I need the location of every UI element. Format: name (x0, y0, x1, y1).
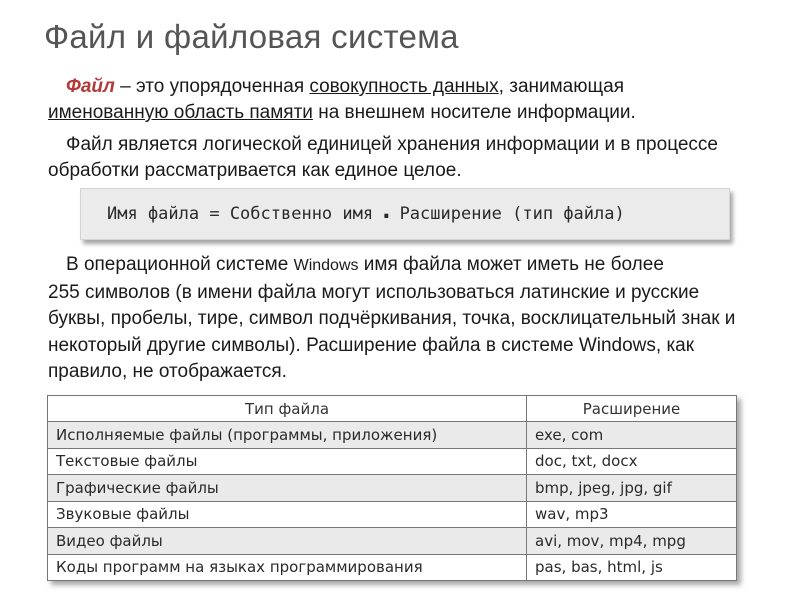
cell-file-type: Звуковые файлы (48, 501, 527, 528)
cell-extension: pas, bas, html, js (527, 554, 737, 581)
definition-end-text: на внешнем носителе информации. (312, 102, 636, 123)
cell-file-type: Коды программ на языках программирования (48, 554, 527, 581)
table-row (48, 501, 737, 528)
table-row (48, 475, 737, 502)
cell-extension: wav, mp3 (527, 501, 737, 528)
definition-paragraph (48, 74, 748, 126)
windows-paragraph-a: В операционной системе (66, 254, 294, 275)
table-row (48, 528, 737, 555)
header-extension: Расширение (527, 396, 737, 422)
logical-unit-paragraph (48, 132, 748, 184)
cell-file-type: Текстовые файлы (48, 448, 527, 475)
windows-paragraph-b: имя файла может иметь не более (358, 254, 664, 275)
header-file-type: Тип файла (48, 396, 527, 422)
table-header-row (48, 396, 737, 422)
formula-dot: . (379, 196, 394, 224)
cell-extension: bmp, jpeg, jpg, gif (527, 475, 737, 502)
filename-formula-box (80, 188, 730, 240)
formula-left: Имя файла = Собственно имя (107, 204, 374, 224)
link-named-memory-area[interactable]: именованную область памяти (48, 102, 313, 123)
cell-extension: exe, com (527, 422, 737, 449)
formula-right: Расширение (тип файла) (399, 204, 625, 224)
table-row (48, 448, 737, 475)
windows-os-name: Windows (293, 257, 359, 274)
cell-file-type: Графические файлы (48, 475, 527, 502)
definition-term: Файл (66, 76, 115, 97)
definition-dash-text: – это упорядоченная (114, 76, 310, 97)
windows-paragraph-c: 255 символов (в имени файла могут использоваться латинские и русские буквы, пробелы, тире, символ подчёркивания, точка, восклицательный знак и некоторый другие символы). Расширение файла в системе Windows, как правило, не отображается. (48, 281, 736, 382)
page-title: Файл и файловая система (44, 18, 459, 55)
cell-extension: doc, txt, docx (527, 448, 737, 475)
file-extensions-table (47, 395, 737, 581)
definition-mid-text: , занимающая (498, 76, 624, 97)
link-data-collection[interactable]: совокупность данных (309, 76, 499, 97)
windows-filename-paragraph (48, 252, 760, 394)
table-row (48, 554, 737, 581)
cell-file-type: Исполняемые файлы (программы, приложения) (48, 422, 527, 449)
table-row (48, 422, 737, 449)
cell-extension: avi, mov, mp4, mpg (527, 528, 737, 555)
cell-file-type: Видео файлы (48, 528, 527, 555)
logical-unit-text: Файл является логической единицей хранения информации и в процессе обработки рассматривается как единое целое. (48, 134, 718, 181)
